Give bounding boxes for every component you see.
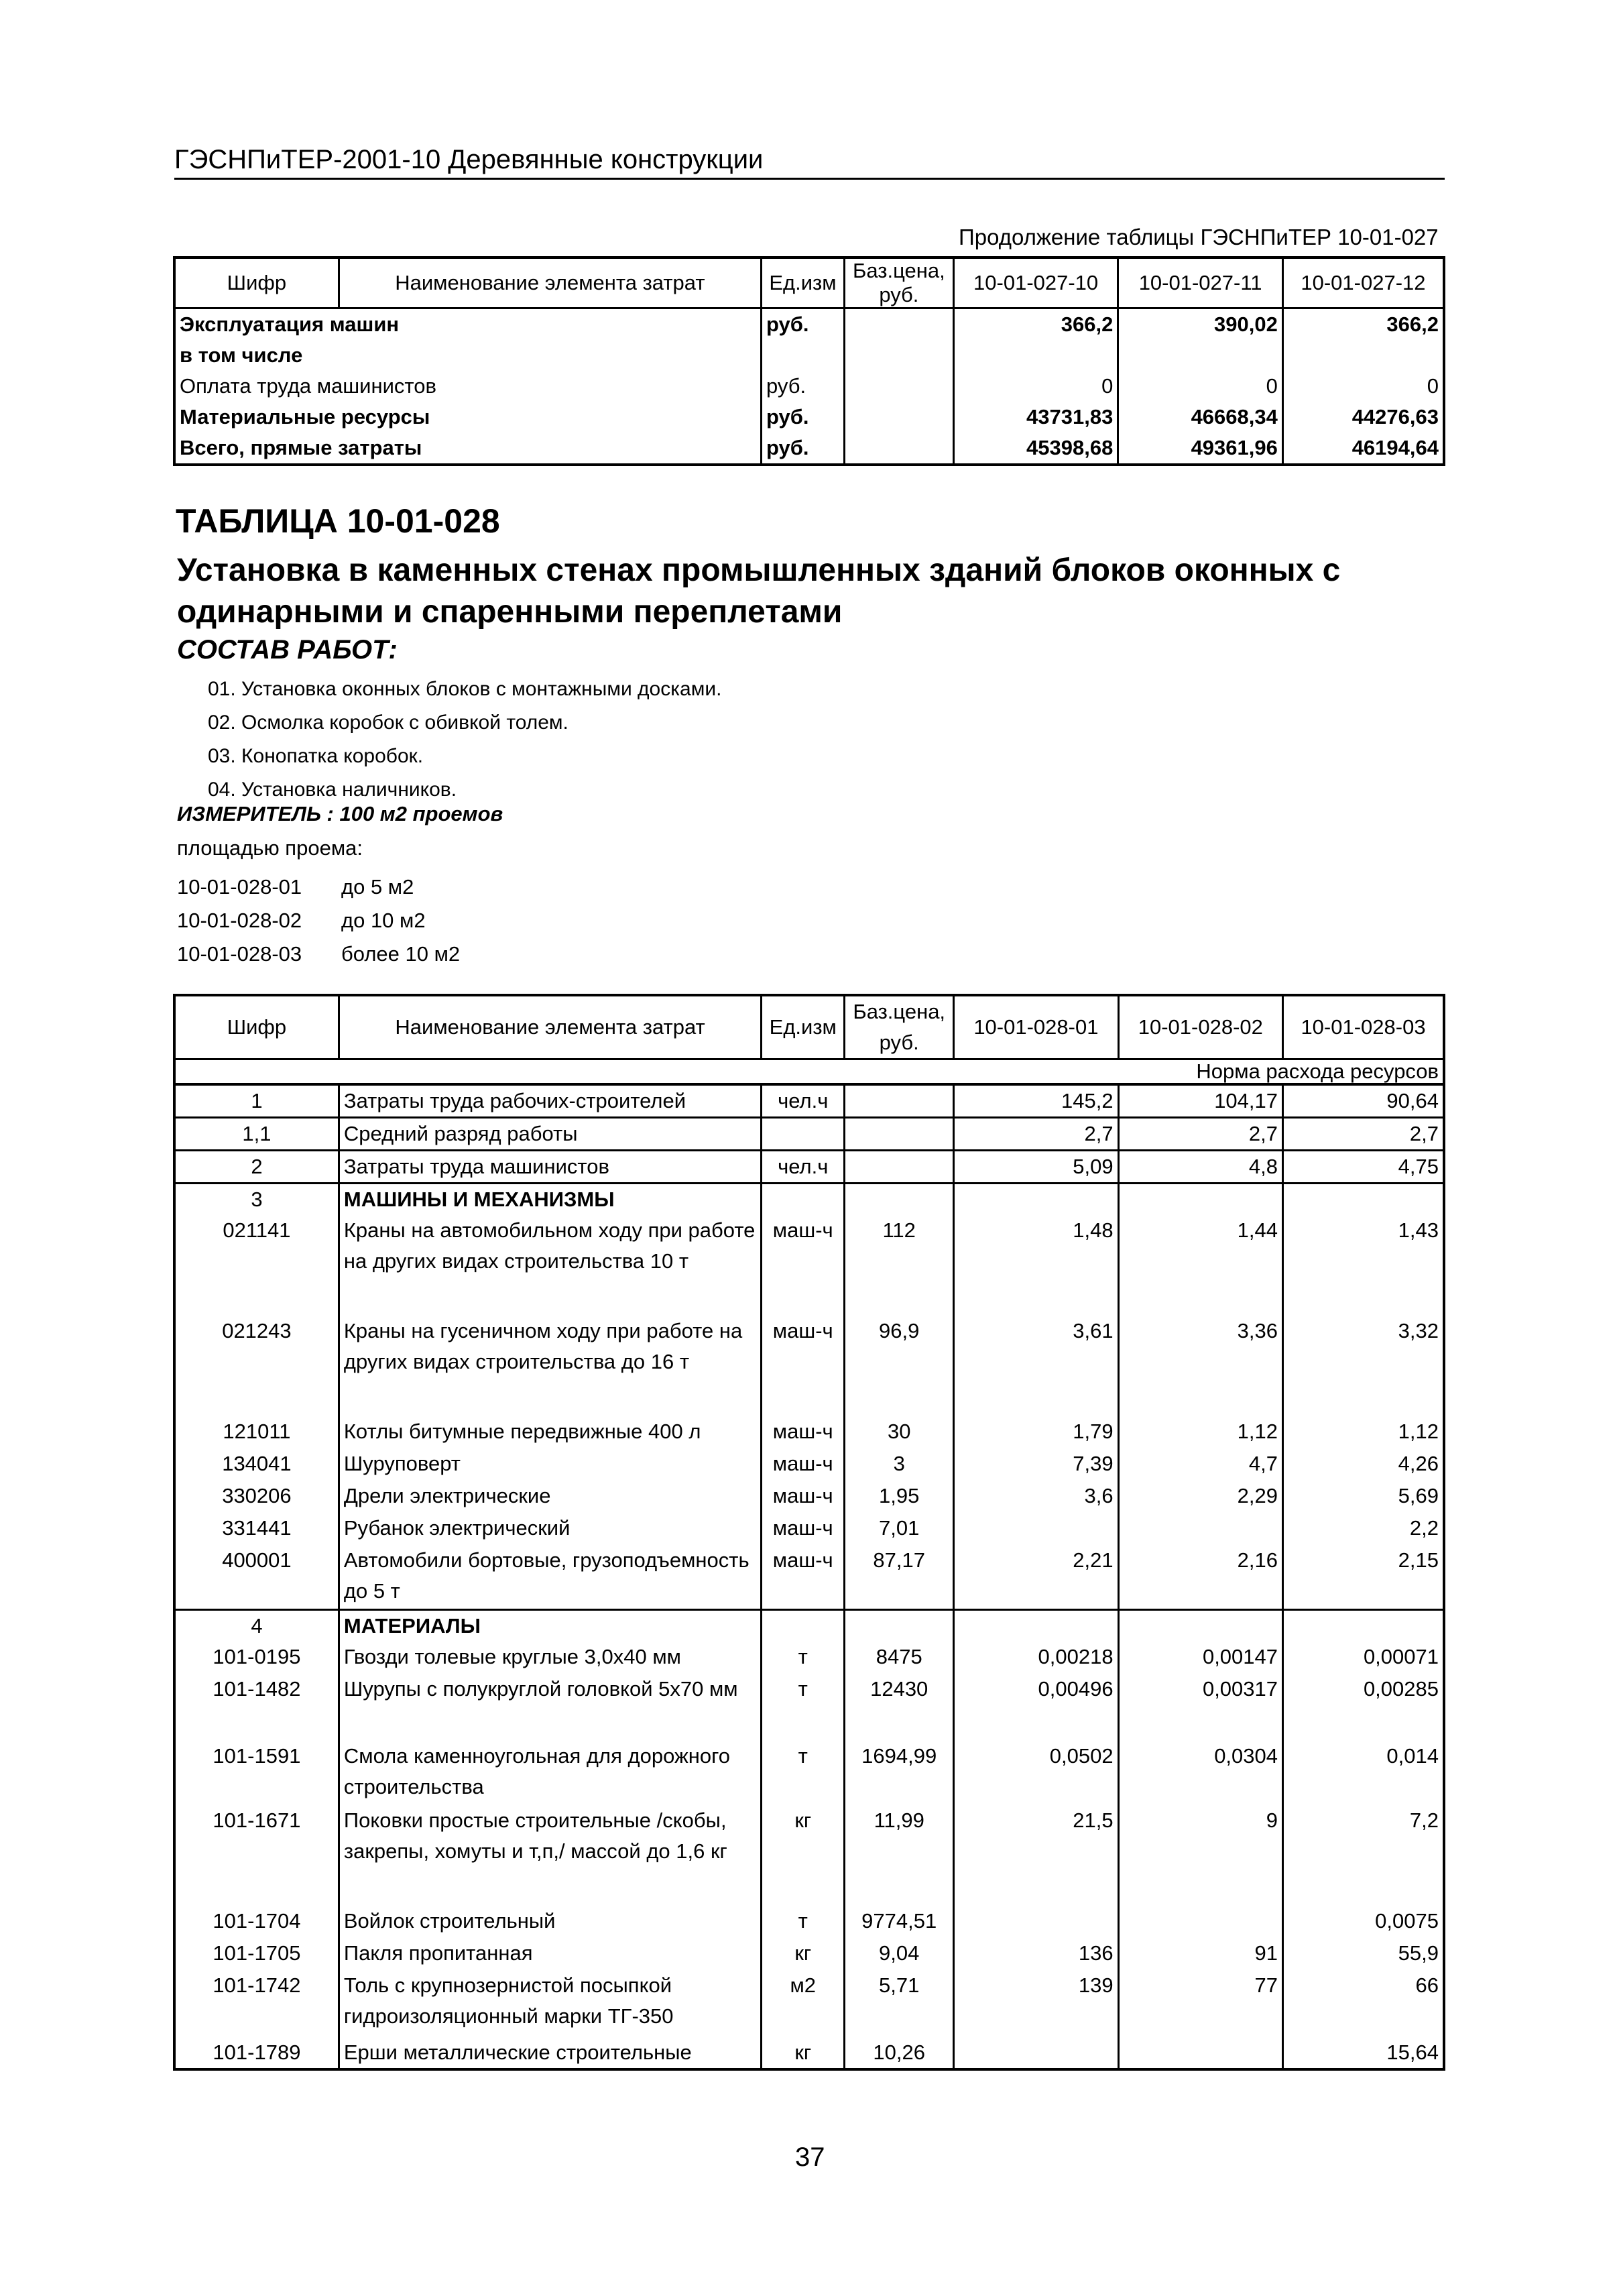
cell-v2 [1118,340,1283,371]
code-id: 10-01-028-01 [177,875,302,899]
t1-col-v3: 10-01-027-12 [1282,257,1444,308]
cell-empty [844,308,953,341]
cell-unit: маш-ч [762,1416,845,1448]
cell-price: 30 [845,1416,954,1448]
cell-v3: 15,64 [1283,2037,1444,2069]
table-row [174,1481,1444,1513]
code-list [177,870,460,971]
code-id: 10-01-028-02 [177,909,302,932]
t1-col-name: Наименование элемента затрат [339,257,761,308]
cell-v2: 9 [1118,1805,1282,1906]
cell-v1: 2,7 [954,1118,1118,1151]
cell-unit: т [762,1906,845,1938]
cell-name: Средний разряд работы [339,1118,761,1151]
table2-header-row [174,995,1444,1059]
cell-price: 1694,99 [845,1741,954,1805]
table-row [174,402,1444,433]
cell-price: 12430 [845,1674,954,1741]
cell-unit: маш-ч [762,1448,845,1481]
t2-col-name: Наименование элемента затрат [339,995,761,1059]
cell-v1: 3,6 [954,1481,1118,1513]
cell-v2: 1,44 [1118,1215,1282,1316]
cell-name: Дрели электрические [339,1481,761,1513]
t1-col-code: Шифр [174,257,339,308]
cell-price: 8475 [845,1642,954,1674]
cell-unit: руб. [761,433,844,465]
cell-name: Краны на гусеничном ходу при работе на других видах строительства до 16 т [339,1316,761,1416]
cell-name: Войлок строительный [339,1906,761,1938]
cell-v3: 90,64 [1283,1084,1444,1118]
cell-v3: 366,2 [1282,308,1444,341]
cell-v3: 4,75 [1283,1151,1444,1184]
cell-v1 [954,1609,1118,1642]
cell-empty [844,433,953,465]
cell-empty [844,402,953,433]
cell-code: 101-1671 [213,1808,301,1832]
cell-v1: 7,39 [954,1448,1118,1481]
cell-unit: чел.ч [762,1084,845,1118]
cell-v1: 1,48 [954,1215,1118,1316]
cell-v3: 7,2 [1283,1805,1444,1906]
table2-body [174,1084,1444,2069]
area-label: площадью проема: [177,836,363,860]
cell-unit: маш-ч [762,1545,845,1609]
cell-unit: руб. [761,308,844,341]
cell-v2 [1118,1906,1282,1938]
t2-col-unit: Ед.изм [762,995,845,1059]
cell-unit [762,1184,845,1216]
table-subtitle: Установка в каменных стенах промышленных зданий блоков оконных с одинарными и спаренными переплетами [177,553,1341,630]
section-row [174,1184,1444,1216]
table-row [174,1906,1444,1938]
table-row [174,371,1444,402]
cell-code: 134041 [222,1452,292,1475]
table-row [174,2037,1444,2069]
cell-price: 7,01 [845,1513,954,1545]
cell-v1: 145,2 [954,1084,1118,1118]
cell-v3: 66 [1283,1970,1444,2037]
table1-body [174,308,1444,465]
code-item [177,937,460,971]
t1-col-v1: 10-01-027-10 [953,257,1118,308]
cell-unit [762,1609,845,1642]
cell-code: 101-1591 [213,1743,301,1768]
section-row [174,1609,1444,1642]
cell-price: 112 [845,1215,954,1316]
cell-code: 021243 [222,1319,292,1342]
t2-col-v2: 10-01-028-02 [1118,995,1282,1059]
page-header: ГЭСНПиТЕР-2001-10 Деревянные конструкции [174,145,1445,180]
t2-col-code: Шифр [174,995,339,1059]
cell-price: 10,26 [845,2037,954,2069]
table-row [174,1938,1444,1970]
cell-v1 [954,1906,1118,1938]
table-row [174,1805,1444,1906]
cell-v1: 366,2 [953,308,1118,341]
table-row [174,433,1444,465]
cell-v2 [1118,1184,1282,1216]
t2-col-price: Баз.цена, руб. [845,995,954,1059]
cell-code: 1,1 [174,1118,339,1151]
cell-code: 101-1705 [213,1941,301,1965]
cell-name: Рубанок электрический [339,1513,761,1545]
cell-unit: м2 [762,1970,845,2037]
cell-code: 4 [174,1609,339,1642]
norm-label: Норма расхода ресурсов [174,1059,1444,1085]
cell-price: 11,99 [845,1805,954,1906]
t1-col-v2: 10-01-027-11 [1118,257,1283,308]
norm-row [174,1059,1444,1085]
cell-v3: 0,0075 [1283,1906,1444,1938]
t1-col-unit: Ед.изм [761,257,844,308]
cell-unit: чел.ч [762,1151,845,1184]
cell-price: 9774,51 [845,1906,954,1938]
table-row [174,1513,1444,1545]
cell-unit: т [762,1642,845,1674]
cell-v2 [1118,2037,1282,2069]
cell-v2: 3,36 [1118,1316,1282,1416]
cell-v1: 139 [954,1970,1118,2037]
table-10-01-027-continuation [173,256,1445,466]
cell-empty [844,371,953,402]
cell-v2: 4,8 [1118,1151,1282,1184]
cell-unit: кг [762,1805,845,1906]
work-composition-heading: СОСТАВ РАБОТ: [177,635,398,665]
cell-price: 5,71 [845,1970,954,2037]
cell-unit: т [762,1741,845,1805]
cell-price [845,1151,954,1184]
cell-v3 [1283,1184,1444,1216]
cell-name: Ерши металлические строительные [339,2037,761,2069]
cell-price [845,1118,954,1151]
cell-v2: 2,7 [1118,1118,1282,1151]
cell-name: Смола каменноугольная для дорожного строительства [339,1741,761,1805]
code-desc: до 5 м2 [341,875,414,899]
cell-name: Эксплуатация машин [180,312,400,336]
cell-v2: 4,7 [1118,1448,1282,1481]
cell-v1 [954,2037,1118,2069]
cell-v1: 0,00218 [954,1642,1118,1674]
cell-v3: 1,43 [1283,1215,1444,1316]
cell-code: 101-0195 [213,1644,301,1668]
cell-name: в том числе [180,343,303,367]
cell-name: МАТЕРИАЛЫ [339,1609,761,1642]
cell-unit: кг [762,2037,845,2069]
cell-v1: 3,61 [954,1316,1118,1416]
cell-v1: 43731,83 [953,402,1118,433]
table-row [174,1084,1444,1118]
cell-v2: 46668,34 [1118,402,1283,433]
page-number: 37 [795,2142,825,2172]
cell-v2: 1,12 [1118,1416,1282,1448]
cell-name: Всего, прямые затраты [180,436,422,459]
cell-v3: 1,12 [1283,1416,1444,1448]
cell-code: 121011 [223,1420,291,1443]
cell-v1 [954,1184,1118,1216]
cell-code: 2 [174,1151,339,1184]
work-list [208,673,721,807]
cell-v3: 0 [1282,371,1444,402]
code-id: 10-01-028-03 [177,942,302,966]
cell-v2: 77 [1118,1970,1282,2037]
cell-price [845,1184,954,1216]
cell-code: 400001 [222,1548,292,1572]
cell-v2 [1118,1609,1282,1642]
cell-v1: 21,5 [954,1805,1118,1906]
cell-v2: 2,16 [1118,1545,1282,1609]
cell-v1: 0 [953,371,1118,402]
cell-v2: 2,29 [1118,1481,1282,1513]
cell-name: Поковки простые строительные /скобы, закрепы, хомуты и т,п,/ массой до 1,6 кг [339,1805,761,1906]
cell-v2 [1118,1513,1282,1545]
cell-code: 330206 [222,1484,292,1507]
cell-unit: руб. [761,402,844,433]
cell-v1 [953,340,1118,371]
cell-v1: 0,00496 [954,1674,1118,1741]
cell-v2: 49361,96 [1118,433,1283,465]
cell-v1: 2,21 [954,1545,1118,1609]
cell-code: 3 [174,1184,339,1216]
cell-v3: 0,014 [1283,1741,1444,1805]
cell-v1: 0,0502 [954,1741,1118,1805]
cell-price: 87,17 [845,1545,954,1609]
code-item [177,904,460,937]
cell-code: 101-1789 [213,2040,301,2064]
cell-name: Материальные ресурсы [180,405,430,428]
table1-header-row [174,257,1444,308]
cell-price [845,1609,954,1642]
cell-code: 101-1482 [213,1676,301,1701]
table-row [174,1215,1444,1316]
cell-name: Затраты труда рабочих-строителей [339,1084,761,1118]
work-item: 03. Конопатка коробок. [208,745,424,767]
code-desc: более 10 м2 [341,942,461,966]
cell-v2: 0,00317 [1118,1674,1282,1741]
cell-v1: 136 [954,1938,1118,1970]
cell-name: Шурупы с полукруглой головкой 5х70 мм [339,1674,761,1741]
table-row [174,1741,1444,1805]
cell-v3 [1283,1609,1444,1642]
cell-unit [762,1118,845,1151]
t2-col-v1: 10-01-028-01 [954,995,1118,1059]
cell-name: Шуруповерт [339,1448,761,1481]
cell-price: 3 [845,1448,954,1481]
cell-v2: 0,00147 [1118,1642,1282,1674]
cell-name: Затраты труда машинистов [339,1151,761,1184]
cell-v3: 4,26 [1283,1448,1444,1481]
cell-code: 1 [174,1084,339,1118]
cell-v3: 3,32 [1283,1316,1444,1416]
cell-v1: 45398,68 [953,433,1118,465]
cell-name: Котлы битумные передвижные 400 л [339,1416,761,1448]
cell-empty [844,340,953,371]
table-10-01-028 [173,994,1445,2071]
table-row [174,1674,1444,1741]
cell-v3: 5,69 [1283,1481,1444,1513]
cell-v3: 2,2 [1283,1513,1444,1545]
cell-price: 96,9 [845,1316,954,1416]
cell-unit: маш-ч [762,1215,845,1316]
work-item: 02. Осмолка коробок с обивкой толем. [208,711,568,734]
cell-v2: 91 [1118,1938,1282,1970]
cell-v3: 2,7 [1283,1118,1444,1151]
cell-v1: 5,09 [954,1151,1118,1184]
code-desc: до 10 м2 [341,909,426,932]
cell-code: 101-1704 [213,1908,301,1933]
table-row [174,1416,1444,1448]
table-row [174,308,1444,341]
continuation-caption: Продолжение таблицы ГЭСНПиТЕР 10-01-027 [959,225,1439,249]
cell-name: Гвозди толевые круглые 3,0х40 мм [339,1642,761,1674]
cell-unit: маш-ч [762,1316,845,1416]
cell-v2: 390,02 [1118,308,1283,341]
cell-v3: 0,00071 [1283,1642,1444,1674]
table-row [174,1316,1444,1416]
cell-v3: 55,9 [1283,1938,1444,1970]
work-item: 01. Установка оконных блоков с монтажными досками. [208,678,722,700]
cell-unit: маш-ч [762,1513,845,1545]
work-item: 04. Установка наличников. [208,779,457,801]
table-title: ТАБЛИЦА 10-01-028 [176,502,500,540]
cell-code: 021141 [223,1218,291,1242]
cell-unit: т [762,1674,845,1741]
cell-v3: 44276,63 [1282,402,1444,433]
t1-col-price: Баз.цена, руб. [844,257,953,308]
table-row [174,1118,1444,1151]
cell-v2: 104,17 [1118,1084,1282,1118]
cell-name: Автомобили бортовые, грузоподъемность до 5 т [339,1545,761,1609]
code-item [177,870,460,904]
cell-v2: 0,0304 [1118,1741,1282,1805]
cell-v3: 46194,64 [1282,433,1444,465]
meter-label: ИЗМЕРИТЕЛЬ : 100 м2 проемов [177,802,503,825]
cell-name: Оплата труда машинистов [180,374,436,398]
cell-price: 9,04 [845,1938,954,1970]
cell-code: 331441 [222,1516,292,1540]
cell-unit: маш-ч [762,1481,845,1513]
table-row [174,1970,1444,2037]
cell-name: Краны на автомобильном ходу при работе на других видах строительства 10 т [339,1215,761,1316]
cell-v3: 0,00285 [1283,1674,1444,1741]
cell-name: Толь с крупнозернистой посыпкой гидроизоляционный марки ТГ-350 [339,1970,761,2037]
cell-name: Пакля пропитанная [339,1938,761,1970]
t2-col-v3: 10-01-028-03 [1283,995,1444,1059]
cell-price: 1,95 [845,1481,954,1513]
cell-price [845,1084,954,1118]
cell-unit: кг [762,1938,845,1970]
table-row [174,1642,1444,1674]
table-row [174,1151,1444,1184]
cell-v3: 2,15 [1283,1545,1444,1609]
cell-unit [761,340,844,371]
cell-code: 101-1742 [213,1973,301,1997]
table-row [174,1545,1444,1609]
cell-v1 [954,1513,1118,1545]
cell-unit: руб. [761,371,844,402]
table-row [174,1448,1444,1481]
cell-v3 [1282,340,1444,371]
table-row [174,340,1444,371]
cell-v2: 0 [1118,371,1283,402]
cell-v1: 1,79 [954,1416,1118,1448]
cell-name: МАШИНЫ И МЕХАНИЗМЫ [339,1184,761,1216]
